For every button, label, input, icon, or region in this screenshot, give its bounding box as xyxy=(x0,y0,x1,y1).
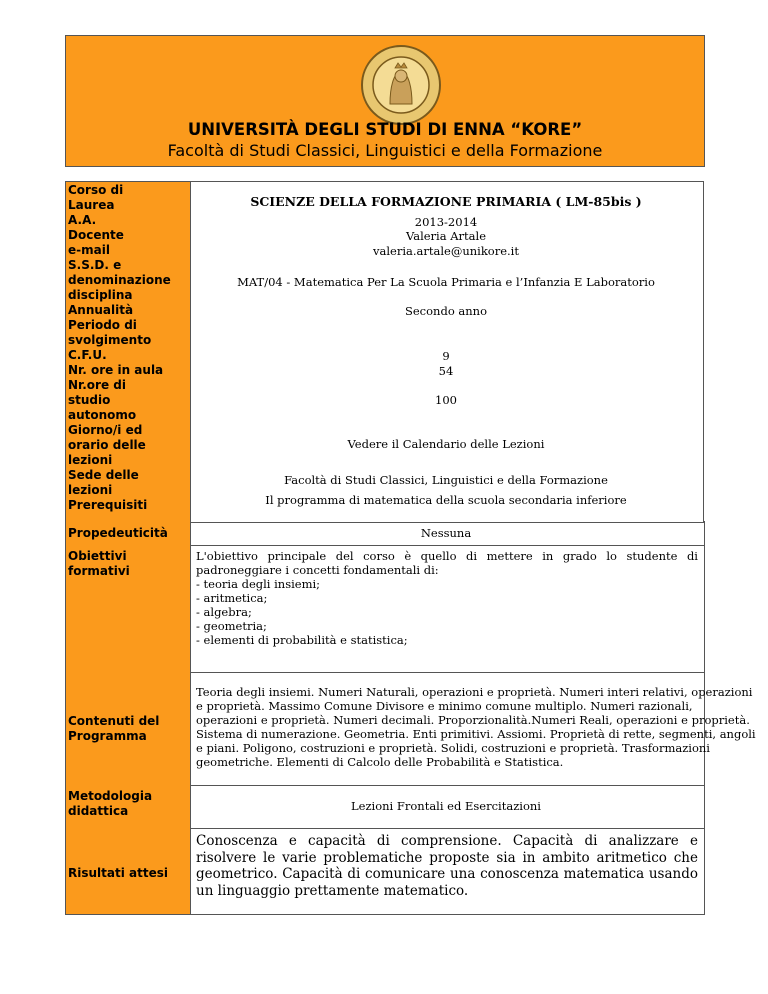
label-metodologia-2: didattica xyxy=(68,804,129,818)
label-cfu: C.F.U. xyxy=(68,348,107,362)
label-corso-2: Laurea xyxy=(68,198,115,212)
university-name: UNIVERSITÀ DEGLI STUDI DI ENNA “KORE” xyxy=(187,120,583,139)
faculty-name: Facoltà di Studi Classici, Linguistici e della Formazione xyxy=(167,141,603,160)
label-giorno-3: lezioni xyxy=(68,453,113,467)
obiettivo-item: - teoria degli insiemi; xyxy=(196,577,321,591)
value-ore-aula: 54 xyxy=(438,364,454,378)
label-contenuti-2: Programma xyxy=(68,729,147,743)
label-giorno-1: Giorno/i ed xyxy=(68,423,143,437)
label-sede-1: Sede delle xyxy=(68,468,139,482)
value-metodologia: Lezioni Frontali ed Esercitazioni xyxy=(351,799,541,813)
label-obiettivi-1: Obiettivi xyxy=(68,549,127,563)
value-ore-studio: 100 xyxy=(435,393,457,407)
label-docente: Docente xyxy=(68,228,124,242)
obiettivo-item: - elementi di probabilità e statistica; xyxy=(196,633,408,647)
label-ssd-2: denominazione xyxy=(68,273,171,287)
label-annualita: Annualità xyxy=(68,303,134,317)
label-email: e-mail xyxy=(68,243,110,257)
contenuti-line: geometriche. Elementi di Calcolo delle Probabilità e Statistica. xyxy=(196,755,564,769)
label-periodo-2: svolgimento xyxy=(68,333,152,347)
label-ssd-1: S.S.D. e xyxy=(68,258,122,272)
label-prerequisiti: Prerequisiti xyxy=(68,498,148,512)
contenuti-line: Sistema di numerazione. Geometria. Enti primitivi. Assiomi. Proprietà di rette, segmenti, angoli xyxy=(196,727,756,741)
label-ore-studio-3: autonomo xyxy=(68,408,137,422)
value-annualita: Secondo anno xyxy=(405,304,487,318)
contenuti-line: Teoria degli insiemi. Numeri Naturali, operazioni e proprietà. Numeri interi relativi, operazioni xyxy=(196,685,753,699)
value-cfu: 9 xyxy=(442,349,450,363)
contenuti-line: e proprietà. Massimo Comune Divisore e minimo comune multiplo. Numeri razionali, xyxy=(196,699,693,713)
label-giorno-2: orario delle xyxy=(68,438,146,452)
value-obiettivi-intro: L'obiettivo principale del corso è quello di mettere in grado lo studente di padroneggiare i concetti fondamentali di: xyxy=(196,549,698,577)
value-risultati: Conoscenza e capacità di comprensione. Capacità di analizzare e risolvere le varie problematiche proposte sia in ambito aritmetico che geometrico. Capacità di comunicare una conoscenza matematica usando un linguaggio prettamente matematico. xyxy=(196,833,698,899)
value-corso: SCIENZE DELLA FORMAZIONE PRIMARIA ( LM-85bis ) xyxy=(250,194,642,209)
contenuti-line: e piani. Poligono, costruzioni e proprietà. Solidi, costruzioni e proprietà. Trasformazioni xyxy=(196,741,710,755)
label-propedeuticita: Propedeuticità xyxy=(68,526,168,540)
value-sede: Facoltà di Studi Classici, Linguistici e della Formazione xyxy=(284,473,608,487)
university-seal-icon xyxy=(360,44,442,126)
value-giorno: Vedere il Calendario delle Lezioni xyxy=(347,437,545,451)
label-ssd-3: disciplina xyxy=(68,288,133,302)
value-aa: 2013-2014 xyxy=(414,215,478,229)
label-corso-1: Corso di xyxy=(68,183,124,197)
value-propedeuticita: Nessuna xyxy=(420,526,472,540)
label-periodo-1: Periodo di xyxy=(68,318,137,332)
label-aa: A.A. xyxy=(68,213,97,227)
obiettivo-item: - algebra; xyxy=(196,605,252,619)
label-obiettivi-2: formativi xyxy=(68,564,130,578)
value-docente: Valeria Artale xyxy=(405,229,487,243)
label-contenuti-1: Contenuti del xyxy=(68,714,160,728)
obiettivo-item: - geometria; xyxy=(196,619,267,633)
label-ore-aula: Nr. ore in aula xyxy=(68,363,164,377)
label-ore-studio-1: Nr.ore di xyxy=(68,378,126,392)
obiettivo-item: - aritmetica; xyxy=(196,591,268,605)
value-prerequisiti: Il programma di matematica della scuola secondaria inferiore xyxy=(265,493,627,507)
label-risultati: Risultati attesi xyxy=(68,866,168,880)
label-sede-2: lezioni xyxy=(68,483,113,497)
label-ore-studio-2: studio xyxy=(68,393,111,407)
contenuti-line: operazioni e proprietà. Numeri decimali. Proporzionalità.Numeri Reali, operazioni e proprietà. xyxy=(196,713,750,727)
header-banner xyxy=(65,35,705,167)
value-email: valeria.artale@unikore.it xyxy=(373,244,519,258)
value-ssd: MAT/04 - Matematica Per La Scuola Primaria e l’Infanzia E Laboratorio xyxy=(237,275,655,289)
label-metodologia-1: Metodologia xyxy=(68,789,153,803)
